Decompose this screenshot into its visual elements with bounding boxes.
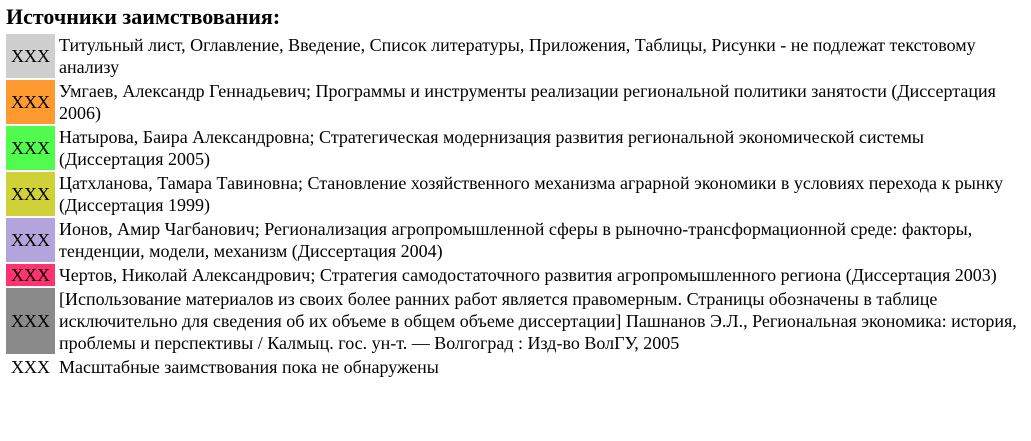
color-swatch: XXX (6, 126, 55, 170)
sources-table-body (6, 34, 1023, 378)
color-swatch: XXX (6, 80, 55, 124)
color-swatch: XXX (6, 288, 55, 354)
source-row (6, 356, 1023, 378)
color-swatch: XXX (6, 218, 55, 262)
color-swatch: XXX (6, 264, 55, 286)
source-row (6, 172, 1023, 216)
source-row (6, 80, 1023, 124)
color-swatch: XXX (6, 356, 55, 378)
source-row (6, 34, 1023, 78)
source-row (6, 218, 1023, 262)
source-row (6, 126, 1023, 170)
legend-heading: Источники заимствования: (6, 4, 281, 29)
source-description: Масштабные заимствования пока не обнаружены (59, 357, 439, 377)
source-description: Титульный лист, Оглавление, Введение, Список литературы, Приложения, Таблицы, Рисунки - не подлежат текстовому анализу (59, 35, 976, 77)
source-description: [Использование материалов из своих более ранних работ является правомерным. Страницы обозначены в таблице исключительно для сведения об их объеме в общем объеме диссертации] Пашнанов Э.Л., Региональная экономика: история, проблемы и перспективы / Калмыц. гос. ун-т. — Волгоград : Изд-во ВолГУ, 2005 (59, 289, 1017, 353)
source-description: Умгаев, Александр Геннадьевич; Программы и инструменты реализации региональной политики занятости (Диссертация 2006) (59, 81, 996, 123)
source-row (6, 288, 1023, 354)
source-description: Натырова, Баира Александровна; Стратегическая модернизация развития региональной экономической системы (Диссертация 2005) (59, 127, 924, 169)
source-description: Чертов, Николай Александрович; Стратегия самодостаточного развития агропромышленного региона (Диссертация 2003) (59, 265, 997, 285)
source-row (6, 264, 1023, 286)
color-swatch: XXX (6, 34, 55, 78)
source-description: Цатхланова, Тамара Тавиновна; Становление хозяйственного механизма аграрной экономики в условиях перехода к рынку (Диссертация 1999) (59, 173, 1003, 215)
sources-table (4, 32, 1025, 380)
color-swatch: XXX (6, 172, 55, 216)
source-description: Ионов, Амир Чагбанович; Регионализация агропромышленной сферы в рыночно-трансформационной среде: факторы, тенденции, модели, механизм (Диссертация 2004) (59, 219, 973, 261)
